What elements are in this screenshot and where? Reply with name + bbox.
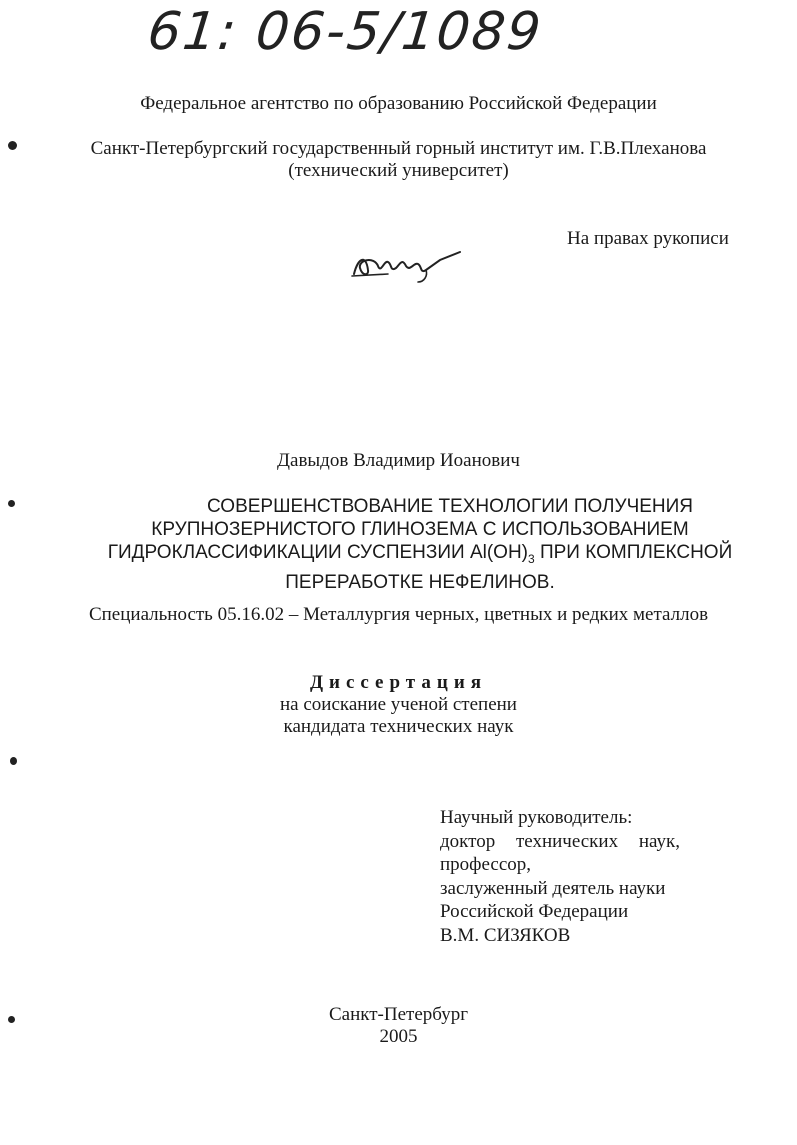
- dissertation-label: Диссертация: [309, 672, 488, 693]
- advisor-block: [440, 806, 680, 947]
- advisor-role: Научный руководитель:: [440, 807, 633, 828]
- scan-mark-icon: [10, 757, 17, 765]
- title-line: КРУПНОЗЕРНИСТОГО ГЛИНОЗЕМА С ИСПОЛЬЗОВАНИЕМ: [151, 519, 689, 540]
- advisor-name: В.М. СИЗЯКОВ: [440, 924, 571, 946]
- author-name: Давыдов Владимир Иоанович: [277, 450, 520, 471]
- title-line: ГИДРОКЛАССИФИКАЦИИ СУСПЕНЗИИ $Al(OH)_3$ ПРИ КОМПЛЕКСНОЙ: [107, 542, 733, 566]
- scan-mark-icon: [8, 1016, 15, 1023]
- title-line: ПЕРЕРАБОТКЕ НЕФЕЛИНОВ.: [285, 571, 555, 593]
- city: Санкт-Петербург: [328, 1004, 468, 1025]
- advisor-title: профессор,: [440, 854, 532, 875]
- institute-subtitle: (технический университет): [288, 160, 509, 181]
- degree-line: на соискание ученой степени: [280, 694, 517, 715]
- handwritten-archive-number: 61: 06-5/1089: [144, 2, 546, 62]
- specialty-line: Специальность 05.16.02 – Металлургия черных, цветных и редких металлов: [88, 604, 709, 625]
- degree-line: кандидата технических наук: [283, 716, 514, 737]
- scan-mark-icon: [8, 500, 15, 507]
- year: 2005: [379, 1026, 418, 1047]
- dissertation-title: [100, 495, 740, 594]
- scan-mark-icon: [8, 141, 17, 150]
- advisor-degree: доктор технических наук,: [440, 830, 680, 852]
- advisor-honor: Российской Федерации: [440, 901, 629, 922]
- rights-note: На правах рукописи: [567, 228, 729, 249]
- institute-name: Санкт-Петербургский государственный горный институт им. Г.В.Плеханова: [90, 138, 707, 159]
- title-line: СОВЕРШЕНСТВОВАНИЕ ТЕХНОЛОГИИ ПОЛУЧЕНИЯ: [206, 496, 694, 517]
- agency-heading: Федеральное агентство по образованию Российской Федерации: [140, 93, 657, 114]
- signature-icon: [348, 244, 468, 284]
- advisor-honor: заслуженный деятель науки: [440, 877, 666, 899]
